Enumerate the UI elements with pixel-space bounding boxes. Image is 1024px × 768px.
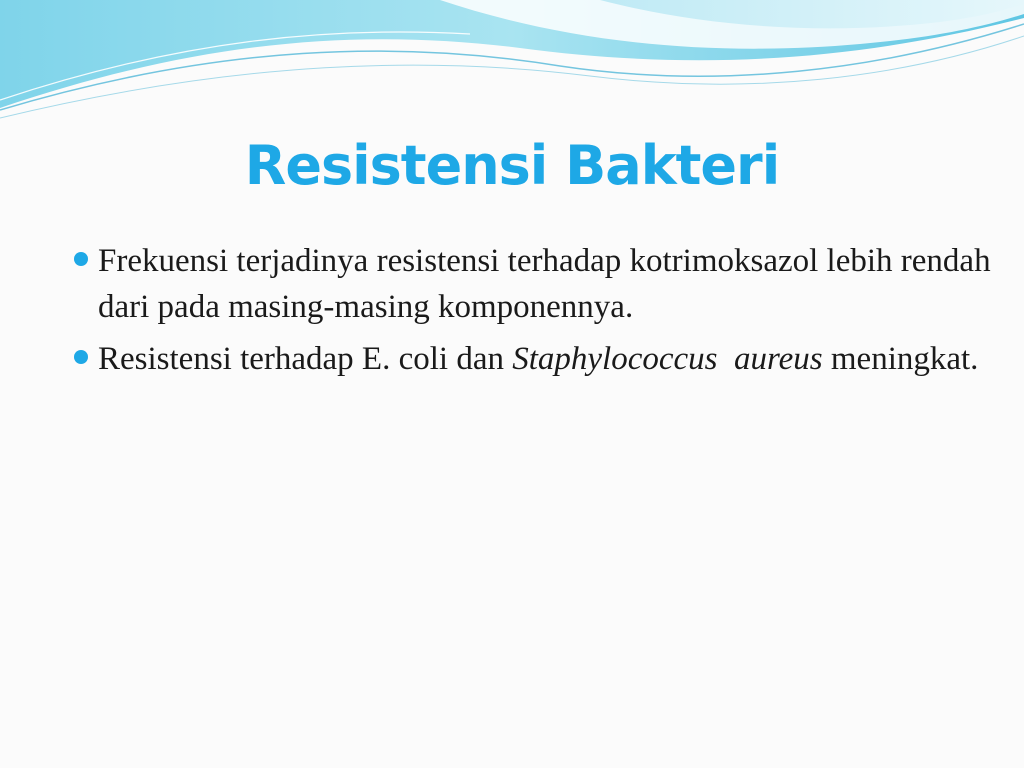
bullet-list bbox=[74, 238, 994, 388]
bullet-text: Frekuensi terjadinya resistensi terhadap kotrimoksazol lebih rendah dari pada masing-masing komponennya. bbox=[98, 243, 991, 325]
species-name-genus: Staphylococcus bbox=[512, 341, 718, 377]
species-name-epithet: aureus bbox=[734, 341, 823, 377]
bullet-text-after: meningkat. bbox=[822, 341, 979, 377]
bullet-dot-icon bbox=[74, 252, 88, 266]
bullet-dot-icon bbox=[74, 350, 88, 364]
bullet-item bbox=[74, 238, 994, 330]
slide-title: Resistensi Bakteri bbox=[244, 134, 780, 197]
bullet-item bbox=[74, 336, 994, 382]
decorative-wave-header bbox=[0, 0, 1024, 130]
bullet-text-before: Resistensi terhadap E. coli dan bbox=[98, 341, 513, 377]
